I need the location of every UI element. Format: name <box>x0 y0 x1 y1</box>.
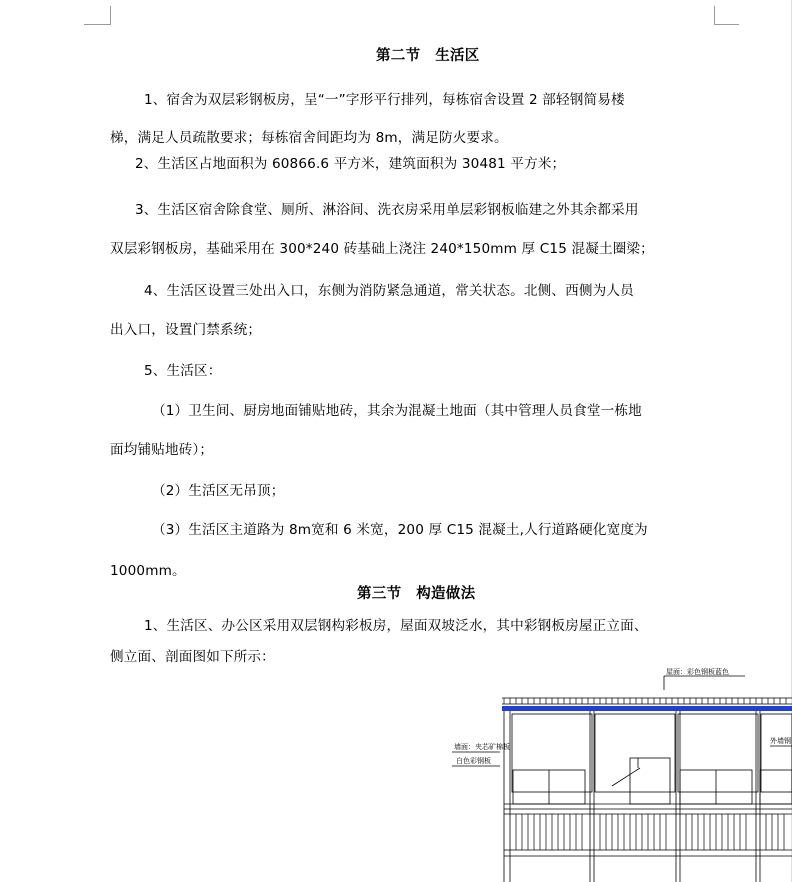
paragraph-5: 5、生活区： <box>144 363 222 379</box>
paragraph-4-line-1: 4、生活区设置三处出入口，东侧为消防紧急通道，常关状态。北侧、西侧为人员 <box>144 283 634 299</box>
page-corner-mark-right <box>714 6 739 25</box>
label-wall-1: 墙面：夹芯矿棉板 <box>454 744 510 751</box>
section-3-paragraph-1-line-1: 1、生活区、办公区采用双层钢构彩板房，屋面双坡泛水，其中彩钢板房屋正立面、 <box>144 618 648 634</box>
label-roof: 屋面：彩色钢板蓝色 <box>666 669 729 676</box>
label-right: 外墙钢 <box>770 738 791 745</box>
paragraph-2: 2、生活区占地面积为 60866.6 平方米，建筑面积为 30481 平方米； <box>135 156 566 172</box>
section-2-title: 第二节 生活区 <box>376 48 480 64</box>
section-3-paragraph-1-line-2: 侧立面、剖面图如下所示： <box>110 649 275 665</box>
paragraph-5-1-line-1: （1）卫生间、厨房地面铺贴地砖，其余为混凝土地面（其中管理人员食堂一栋地 <box>152 403 642 419</box>
roof-beam <box>502 706 792 711</box>
paragraph-5-3-line-1: （3）生活区主道路为 8m宽和 6 米宽，200 厚 C15 混凝土,人行道路硬化宽度为 <box>152 522 648 538</box>
paragraph-3-line-2: 双层彩钢板房，基础采用在 300*240 砖基础上浇注 240*150mm 厚 C15 混凝土圈梁； <box>110 241 654 257</box>
paragraph-1-line-1: 1、宿舍为双层彩钢板房，呈“一”字形平行排列，每栋宿舍设置 2 部轻钢简易楼 <box>144 92 625 108</box>
paragraph-4-line-2: 出入口，设置门禁系统； <box>110 322 262 338</box>
paragraph-1-line-2: 梯，满足人员疏散要求；每栋宿舍间距均为 8m，满足防火要求。 <box>110 130 508 146</box>
label-wall-2: 白色彩钢板 <box>456 758 491 765</box>
page-corner-mark-left <box>84 6 111 25</box>
paragraph-5-2: （2）生活区无吊顶； <box>152 483 285 499</box>
paragraph-5-3-line-2: 1000mm。 <box>110 563 186 579</box>
paragraph-5-1-line-2: 面均铺贴地砖）； <box>110 442 214 458</box>
section-3-title: 第三节 构造做法 <box>357 586 476 602</box>
paragraph-3-line-1: 3、生活区宿舍除食堂、厕所、淋浴间、洗衣房采用单层彩钢板临建之外其余都采用 <box>135 202 639 218</box>
steel-board-house-elevation-drawing <box>440 662 792 882</box>
